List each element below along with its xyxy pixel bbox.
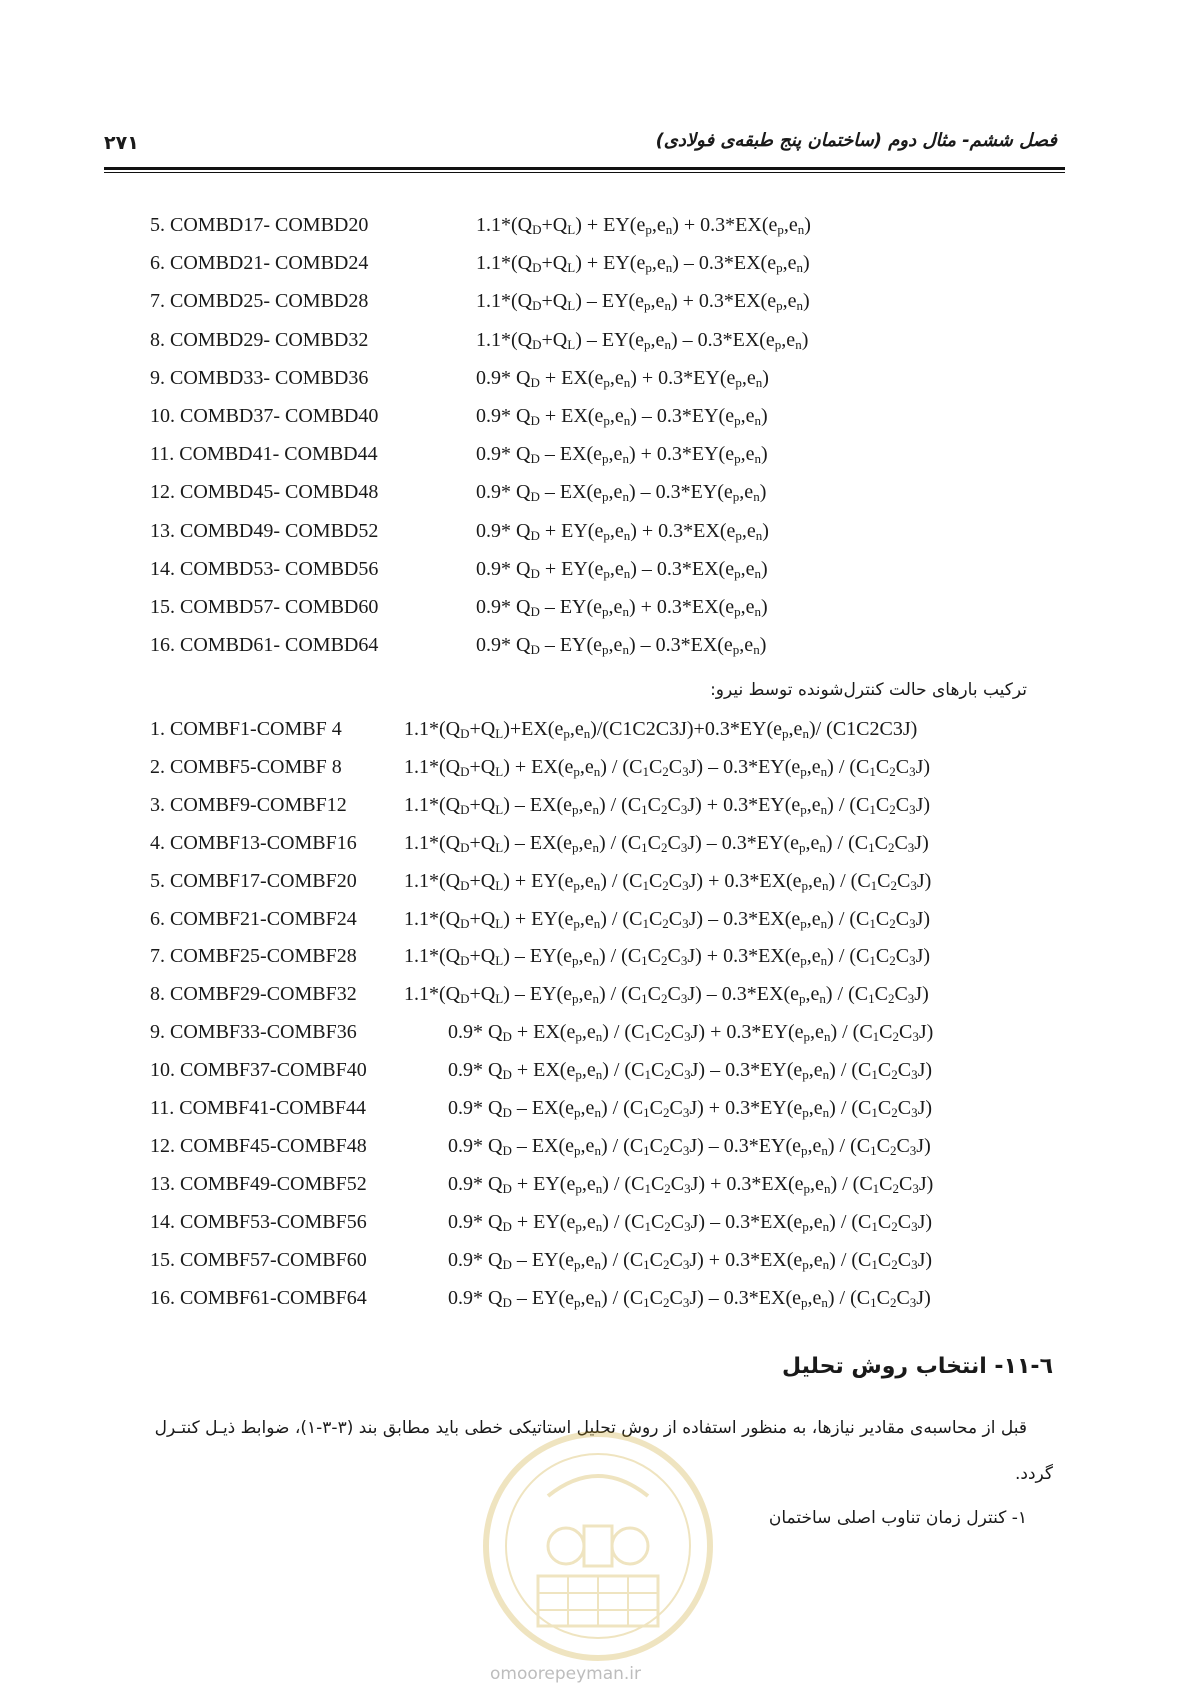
combo-formula: $1.1*(Q_D+Q_L) + EY(e_p,e_n) + 0.3*EX(e_p,e_n)$ bbox=[476, 214, 811, 237]
table-row bbox=[0, 794, 1191, 828]
combo-formula: $1.1*(Q_D+Q_L) + EY(e_p,e_n) / (C_1C_2C_3J) + 0.3*EX(e_p,e_n) / (C_1C_2C_3J)$ bbox=[404, 869, 932, 893]
list-item-1: ۱- کنترل زمان تناوب اصلی ساختمان bbox=[768, 1508, 1027, 1528]
combo-formula: $1.1*(Q_D+Q_L) + EY(e_p,e_n) - 0.3*EX(e_p,e_n)$ bbox=[476, 252, 810, 276]
combo-formula: 0.9* $Q_D + EY(e_p,e_n) - 0.3*EX(e_p,e_n)$ bbox=[476, 557, 768, 581]
combo-label: 13. COMBF49-COMBF52 bbox=[150, 1172, 367, 1195]
combo-label: 15. COMBD57- COMBD60 bbox=[150, 596, 379, 618]
combo-label: 10. COMBD37- COMBD40 bbox=[150, 405, 379, 427]
section-paragraph-line2: گردد. bbox=[1014, 1464, 1053, 1484]
combo-label: 12. COMBD45- COMBD48 bbox=[150, 481, 379, 504]
combo-label: 2. COMBF5-COMBF 8 bbox=[150, 755, 342, 778]
combo-formula: $1.1*(Q_D+Q_L) - EY(e_p,e_n) + 0.3*EX(e_p,e_n)$ bbox=[476, 290, 810, 314]
table-row bbox=[0, 1287, 1191, 1321]
combo-label: 11. COMBD41- COMBD44 bbox=[150, 443, 378, 466]
table-row bbox=[0, 756, 1191, 790]
page-number: ۲۷۱ bbox=[104, 132, 139, 154]
combo-label: 14. COMBF53-COMBF56 bbox=[150, 1210, 367, 1233]
combo-formula: 0.9* $Q_D - EY(e_p,e_n) + 0.3*EX(e_p,e_n)$ bbox=[476, 596, 768, 619]
combo-formula: 0.9* $Q_D + EY(e_p,e_n) / (C_1C_2C_3J) + 0.3*EX(e_p,e_n) / (C_1C_2C_3J)$ bbox=[448, 1172, 934, 1196]
combo-label: 1. COMBF1-COMBF 4 bbox=[150, 718, 342, 740]
combo-formula: 0.9* $Q_D + EX(e_p,e_n) / (C_1C_2C_3J) + 0.3*EY(e_p,e_n) / (C_1C_2C_3J)$ bbox=[448, 1021, 934, 1045]
logo-seal-icon bbox=[478, 1426, 718, 1666]
combo-formula: 0.9* $Q_D + EX(e_p,e_n) / (C_1C_2C_3J) - 0.3*EY(e_p,e_n) / (C_1C_2C_3J)$ bbox=[448, 1059, 933, 1083]
table-row bbox=[0, 1173, 1191, 1207]
table-row bbox=[0, 634, 1191, 668]
combo-label: 12. COMBF45-COMBF48 bbox=[150, 1134, 367, 1157]
table-row bbox=[0, 443, 1191, 477]
combo-formula: 0.9* $Q_D - EX(e_p,e_n) / (C_1C_2C_3J) - 0.3*EY(e_p,e_n) / (C_1C_2C_3J)$ bbox=[448, 1134, 931, 1158]
table-row bbox=[0, 405, 1191, 439]
combo-label: 8. COMBD29- COMBD32 bbox=[150, 328, 369, 351]
table-row bbox=[0, 870, 1191, 904]
table-row bbox=[0, 1059, 1191, 1093]
combo-label: 7. COMBD25- COMBD28 bbox=[150, 290, 369, 313]
table-row bbox=[0, 983, 1191, 1017]
watermark-text: omoorepeyman.ir bbox=[490, 1664, 642, 1684]
combo-label: 5. COMBF17-COMBF20 bbox=[150, 869, 357, 892]
combo-label: 3. COMBF9-COMBF12 bbox=[150, 793, 347, 816]
combo-formula: 0.9* $Q_D + EY(e_p,e_n) / (C_1C_2C_3J) - 0.3*EX(e_p,e_n) / (C_1C_2C_3J)$ bbox=[448, 1210, 933, 1234]
table-row bbox=[0, 481, 1191, 515]
combo-formula: 0.9* $Q_D - EX(e_p,e_n) - 0.3*EY(e_p,e_n)$ bbox=[476, 481, 767, 505]
combo-formula: 0.9* $Q_D + EX(e_p,e_n) - 0.3*EY(e_p,e_n)$ bbox=[476, 405, 768, 428]
combo-formula: $1.1*(Q_D+Q_L)+EX(e_p,e_n)/(C1C2C3J)+0.3*EY(e_p,e_n)/$ (C1C2C3J) bbox=[404, 718, 918, 741]
header-rule-thick bbox=[104, 167, 1065, 170]
combo-label: 7. COMBF25-COMBF28 bbox=[150, 945, 357, 968]
table-row bbox=[0, 367, 1191, 401]
table-row bbox=[0, 520, 1191, 554]
combo-label: 13. COMBD49- COMBD52 bbox=[150, 519, 379, 542]
combo-formula: 0.9* $Q_D - EX(e_p,e_n) + 0.3*EY(e_p,e_n)$ bbox=[476, 443, 768, 467]
force-controlled-heading: ترکیب بارهای حالت کنترل‌شونده توسط نیرو: bbox=[710, 680, 1027, 700]
section-paragraph-line1: قبل از محاسبه‌ی مقادیر نیازها، به منظور استفاده از روش تحلیل استاتیکی خطی باید مطابق بند (۳-۳-۱)، ضوابط ذیـل کنتـرل bbox=[154, 1418, 1027, 1438]
combo-formula: $1.1*(Q_D+Q_L) - EX(e_p,e_n) / (C_1C_2C_3J) + 0.3*EY(e_p,e_n) / (C_1C_2C_3J)$ bbox=[404, 793, 931, 817]
combo-label: 16. COMBF61-COMBF64 bbox=[150, 1286, 367, 1309]
combo-label: 4. COMBF13-COMBF16 bbox=[150, 831, 357, 854]
combo-formula: $1.1*(Q_D+Q_L) - EY(e_p,e_n) / (C_1C_2C_3J) + 0.3*EX(e_p,e_n) / (C_1C_2C_3J)$ bbox=[404, 945, 931, 969]
header-rule-thin bbox=[104, 172, 1065, 173]
table-row bbox=[0, 718, 1191, 752]
combo-formula: 0.9* $Q_D - EY(e_p,e_n) / (C_1C_2C_3J) + 0.3*EX(e_p,e_n) / (C_1C_2C_3J)$ bbox=[448, 1248, 933, 1272]
combo-label: 15. COMBF57-COMBF60 bbox=[150, 1248, 367, 1271]
combo-formula: $1.1*(Q_D+Q_L) + EY(e_p,e_n) / (C_1C_2C_3J) - 0.3*EX(e_p,e_n) / (C_1C_2C_3J)$ bbox=[404, 907, 931, 931]
combo-label: 10. COMBF37-COMBF40 bbox=[150, 1059, 367, 1082]
combo-label: 16. COMBD61- COMBD64 bbox=[150, 634, 379, 657]
combo-formula: 0.9* $Q_D + EX(e_p,e_n) + 0.3*EY(e_p,e_n)$ bbox=[476, 366, 769, 390]
table-row bbox=[0, 908, 1191, 942]
table-row bbox=[0, 1021, 1191, 1055]
table-row bbox=[0, 1249, 1191, 1283]
combo-label: 6. COMBF21-COMBF24 bbox=[150, 907, 357, 930]
table-row bbox=[0, 558, 1191, 592]
combo-label: 8. COMBF29-COMBF32 bbox=[150, 983, 357, 1006]
table-row bbox=[0, 596, 1191, 630]
table-row bbox=[0, 1211, 1191, 1245]
combo-formula: 0.9* $Q_D + EY(e_p,e_n) + 0.3*EX(e_p,e_n)$ bbox=[476, 519, 769, 543]
combo-label: 9. COMBD33- COMBD36 bbox=[150, 366, 369, 389]
table-row bbox=[0, 1097, 1191, 1131]
chapter-title: فصل ششم- مثال دوم (ساختمان پنج طبقه‌ی فولادی) bbox=[655, 130, 1057, 151]
combo-formula: 0.9* $Q_D - EX(e_p,e_n) / (C_1C_2C_3J) + 0.3*EY(e_p,e_n) / (C_1C_2C_3J)$ bbox=[448, 1097, 933, 1120]
combo-formula: $1.1*(Q_D+Q_L) + EX(e_p,e_n) / (C_1C_2C_3J) - 0.3*EY(e_p,e_n) / (C_1C_2C_3J)$ bbox=[404, 755, 931, 779]
combo-formula: $1.1*(Q_D+Q_L) - EY(e_p,e_n) - 0.3*EX(e_p,e_n)$ bbox=[476, 328, 809, 352]
table-row bbox=[0, 252, 1191, 286]
combo-formula: $1.1*(Q_D+Q_L) - EY(e_p,e_n) / (C_1C_2C_3J) - 0.3*EX(e_p,e_n) / (C_1C_2C_3J)$ bbox=[404, 983, 929, 1007]
table-row bbox=[0, 329, 1191, 363]
combo-label: 9. COMBF33-COMBF36 bbox=[150, 1021, 357, 1044]
combo-label: 6. COMBD21- COMBD24 bbox=[150, 252, 369, 275]
table-row bbox=[0, 214, 1191, 248]
combo-label: 11. COMBF41-COMBF44 bbox=[150, 1097, 366, 1119]
combo-formula: $1.1*(Q_D+Q_L) - EX(e_p,e_n) / (C_1C_2C_3J) - 0.3*EY(e_p,e_n) / (C_1C_2C_3J)$ bbox=[404, 831, 929, 855]
combo-label: 5. COMBD17- COMBD20 bbox=[150, 214, 369, 236]
combo-formula: 0.9* $Q_D - EY(e_p,e_n) / (C_1C_2C_3J) - 0.3*EX(e_p,e_n) / (C_1C_2C_3J)$ bbox=[448, 1286, 931, 1310]
table-row bbox=[0, 1135, 1191, 1169]
table-row bbox=[0, 832, 1191, 866]
table-row bbox=[0, 945, 1191, 979]
combo-formula: 0.9* $Q_D - EY(e_p,e_n) - 0.3*EX(e_p,e_n)$ bbox=[476, 634, 767, 658]
table-row bbox=[0, 290, 1191, 324]
section-heading: ٦-١١- انتخاب روش تحلیل bbox=[782, 1354, 1053, 1379]
combo-label: 14. COMBD53- COMBD56 bbox=[150, 557, 379, 580]
